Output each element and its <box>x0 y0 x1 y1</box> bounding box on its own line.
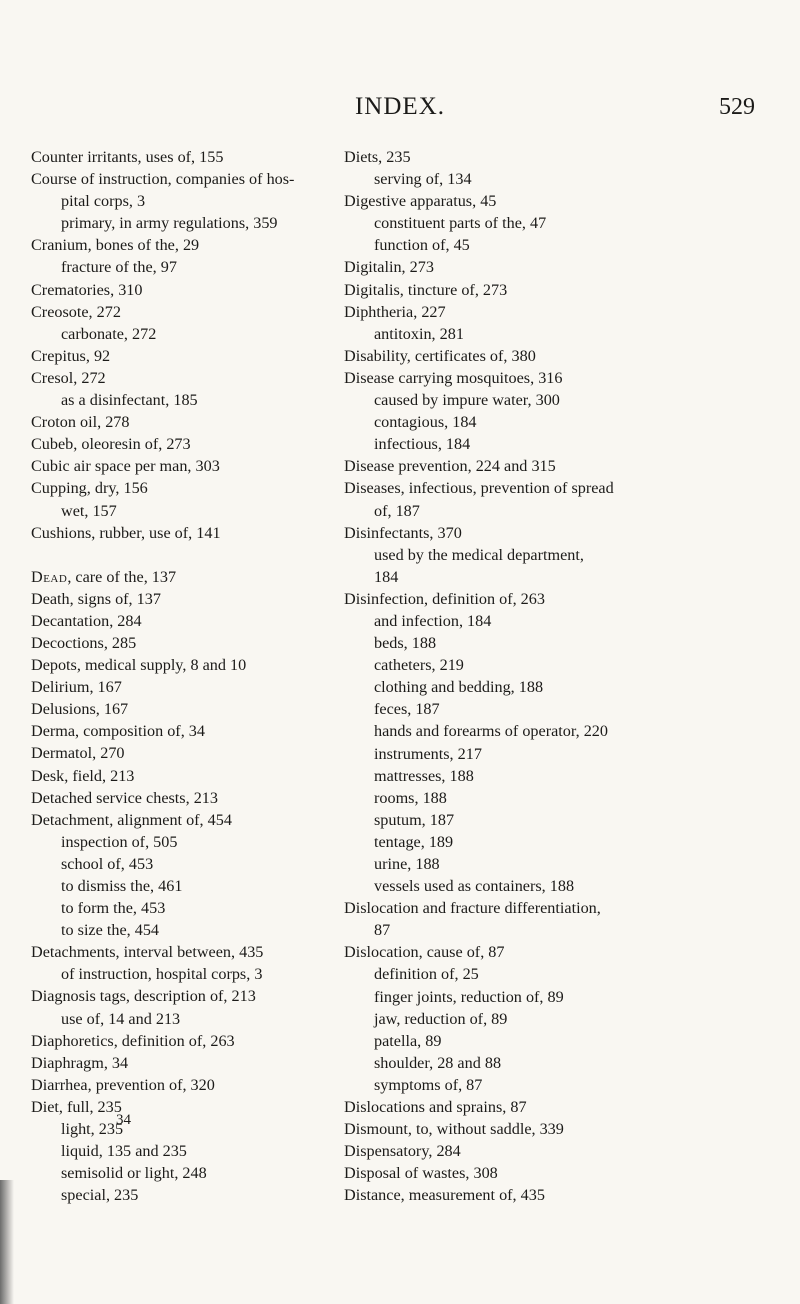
index-entry: urine, 188 <box>374 855 440 873</box>
index-entry: Diaphragm, 34 <box>31 1053 129 1072</box>
index-entry: Diet, full, 235 <box>31 1097 122 1116</box>
index-entry: Delirium, 167 <box>31 678 122 697</box>
index-entry: Dermatol, 270 <box>31 744 125 763</box>
index-entry: Death, signs of, 137 <box>31 589 161 608</box>
index-entry: definition of, 25 <box>374 965 479 984</box>
index-entry: Diets, 235 <box>344 148 411 166</box>
index-entry: Digestive apparatus, 45 <box>344 192 497 211</box>
index-entry: Detachment, alignment of, 454 <box>31 810 232 829</box>
index-entry: Detachments, interval between, 435 <box>31 943 264 962</box>
index-entry: jaw, reduction of, 89 <box>374 1009 508 1028</box>
index-entry: light, 235 <box>61 1120 124 1139</box>
index-entry: carbonate, 272 <box>61 324 157 343</box>
index-entry: Crematories, 310 <box>31 280 143 299</box>
index-entry: liquid, 135 and 235 <box>61 1142 187 1161</box>
index-entry: Decantation, 284 <box>31 611 142 630</box>
index-entry: Cubic air space per man, 303 <box>31 457 220 476</box>
index-entry: Dismount, to, without saddle, 339 <box>344 1120 564 1139</box>
index-entry: Delusions, 167 <box>31 700 129 719</box>
index-entry: Cubeb, oleoresin of, 273 <box>31 435 191 454</box>
index-entry: Dislocation, cause of, 87 <box>344 943 505 962</box>
index-entry: Crepitus, 92 <box>31 346 111 365</box>
signature-mark: 34 <box>116 1112 131 1128</box>
index-entry: hands and forearms of operator, 220 <box>374 722 608 741</box>
index-entry: function of, 45 <box>374 236 470 255</box>
index-entry: Depots, medical supply, 8 and 10 <box>31 656 247 675</box>
index-entry: Dispensatory, 284 <box>344 1142 461 1161</box>
index-entry: inspection of, 505 <box>61 832 178 851</box>
index-entry: Cranium, bones of the, 29 <box>31 236 200 255</box>
index-entry: beds, 188 <box>374 634 437 653</box>
index-entry: contagious, 184 <box>374 413 477 432</box>
index-entry: fracture of the, 97 <box>61 258 177 277</box>
index-entry: Course of instruction, companies of hos- <box>31 170 295 189</box>
index-entry: 184 <box>374 567 399 586</box>
index-entry: serving of, 134 <box>374 170 472 189</box>
index-entry: clothing and bedding, 188 <box>374 678 544 697</box>
index-entry: Disease prevention, 224 and 315 <box>344 457 556 476</box>
index-entry: used by the medical department, <box>374 545 584 564</box>
index-entry: Derma, composition of, 34 <box>31 722 205 741</box>
index-entry: Cupping, dry, 156 <box>31 479 148 498</box>
index-entry: special, 235 <box>61 1186 139 1205</box>
index-entry: Disability, certificates of, 380 <box>344 346 536 365</box>
index-entry: to size the, 454 <box>61 921 160 940</box>
index-entry: Decoctions, 285 <box>31 633 137 652</box>
index-entry: as a disinfectant, 185 <box>61 391 198 410</box>
index-entry: Digitalin, 273 <box>344 258 434 277</box>
index-entry: Disease carrying mosquitoes, 316 <box>344 368 563 387</box>
index-entry: Cushions, rubber, use of, 141 <box>31 523 221 542</box>
index-column-right <box>344 146 716 1207</box>
page-title: INDEX. <box>354 93 445 120</box>
index-entry: of, 187 <box>374 501 420 520</box>
index-entry: of instruction, hospital corps, 3 <box>61 965 263 984</box>
index-entry: symptoms of, 87 <box>374 1075 483 1094</box>
index-entry: constituent parts of the, 47 <box>374 214 547 233</box>
index-entry: wet, 157 <box>61 501 117 520</box>
index-entry: to dismiss the, 461 <box>61 877 183 895</box>
index-entry: antitoxin, 281 <box>374 324 464 343</box>
index-entry: Digitalis, tincture of, 273 <box>344 280 508 299</box>
index-entry: patella, 89 <box>374 1031 442 1050</box>
index-entry: vessels used as containers, 188 <box>374 877 575 896</box>
index-entry: Disinfectants, 370 <box>344 523 462 542</box>
index-entry: Diarrhea, prevention of, 320 <box>31 1075 215 1094</box>
index-entry: sputum, 187 <box>374 810 455 829</box>
index-entry: and infection, 184 <box>374 611 492 630</box>
index-entry: Diagnosis tags, description of, 213 <box>31 987 256 1006</box>
index-entry: Dislocations and sprains, 87 <box>344 1098 527 1117</box>
index-entry: to form the, 453 <box>61 899 166 918</box>
entry-rest: , care of the, 137 <box>67 567 177 586</box>
binding-shadow <box>0 1180 14 1304</box>
index-entry: Diseases, infectious, prevention of spread <box>344 479 614 498</box>
small-caps-word: Dead <box>31 567 68 586</box>
index-entry: Disinfection, definition of, 263 <box>344 589 545 608</box>
index-entry: Dislocation and fracture differentiation, <box>344 899 601 918</box>
page-header <box>0 93 800 127</box>
index-entry: catheters, 219 <box>374 656 464 675</box>
index-entry: mattresses, 188 <box>374 766 474 785</box>
index-entry: primary, in army regulations, 359 <box>61 214 278 233</box>
index-entry: infectious, 184 <box>374 435 471 454</box>
index-entry: rooms, 188 <box>374 788 447 807</box>
index-entry: Disposal of wastes, 308 <box>344 1164 498 1183</box>
index-entry: Desk, field, 213 <box>31 766 135 785</box>
index-entry: instruments, 217 <box>374 744 482 763</box>
index-entry: tentage, 189 <box>374 832 454 851</box>
index-entry: Croton oil, 278 <box>31 413 130 432</box>
index-entry: school of, 453 <box>61 854 154 873</box>
index-entry: Diphtheria, 227 <box>344 302 446 321</box>
index-entry: semisolid or light, 248 <box>61 1164 207 1183</box>
index-entry: feces, 187 <box>374 700 440 719</box>
index-entry: Detached service chests, 213 <box>31 788 218 807</box>
index-entry: Creosote, 272 <box>31 302 121 321</box>
index-entry: finger joints, reduction of, 89 <box>374 987 564 1006</box>
index-entry: Cresol, 272 <box>31 368 106 387</box>
index-entry: caused by impure water, 300 <box>374 391 560 410</box>
page-number: 529 <box>719 94 755 120</box>
index-entry: 87 <box>374 921 391 940</box>
index-entry: Distance, measurement of, 435 <box>344 1186 545 1205</box>
index-entry: Diaphoretics, definition of, 263 <box>31 1031 235 1050</box>
index-entry: Counter irritants, uses of, 155 <box>31 148 224 166</box>
index-entry: use of, 14 and 213 <box>61 1009 181 1028</box>
index-entry: shoulder, 28 and 88 <box>374 1053 502 1072</box>
index-entry: pital corps, 3 <box>61 192 146 211</box>
